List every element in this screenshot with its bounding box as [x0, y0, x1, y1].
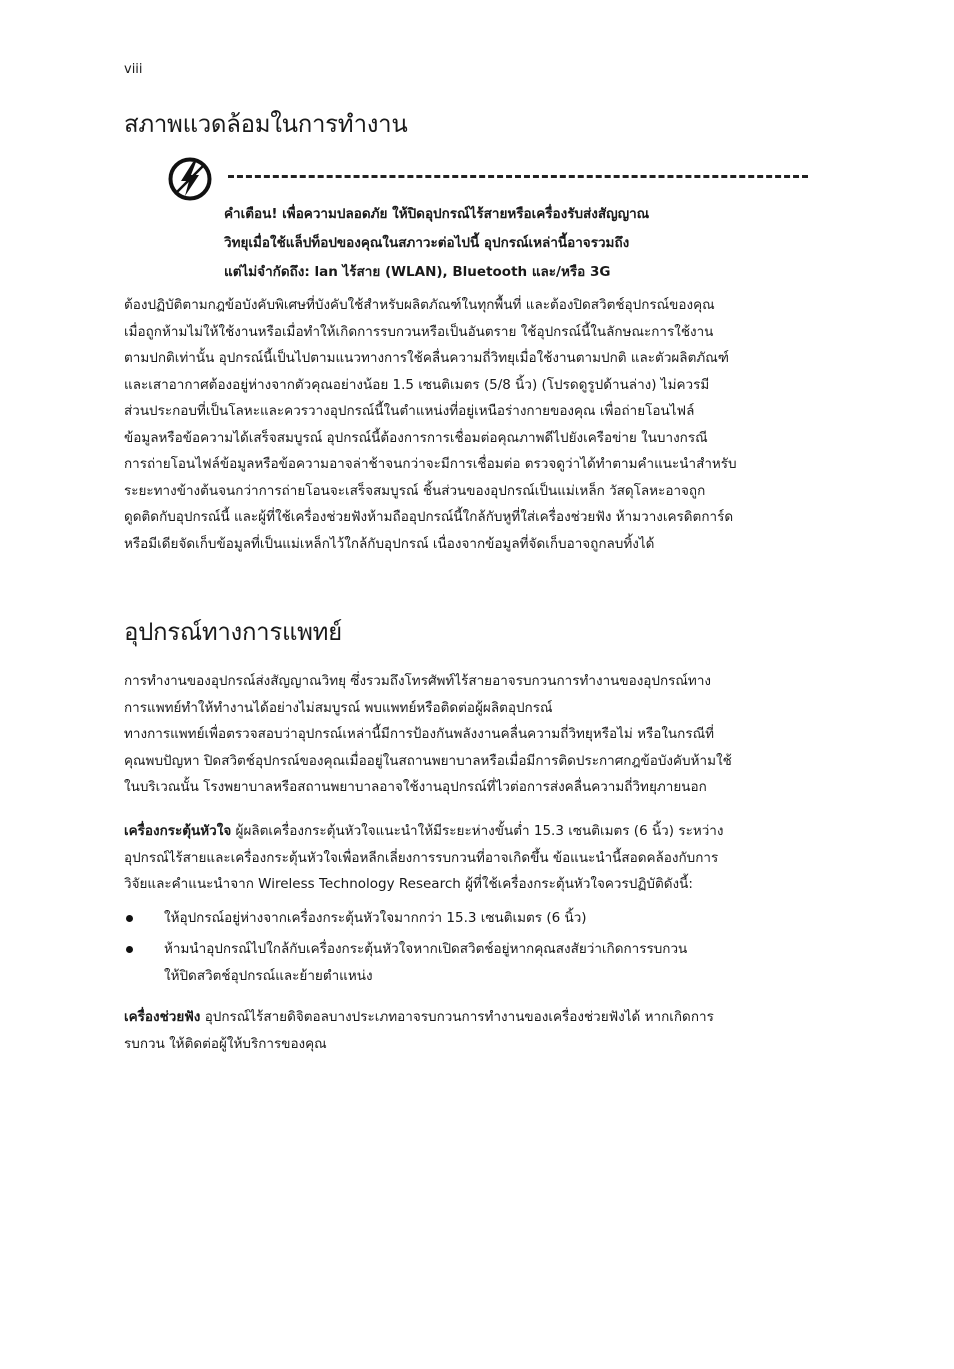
- list-item: [124, 936, 824, 990]
- paragraph-line: [124, 1004, 824, 1031]
- paragraph-line: การทำงานของอุปกรณ์ส่งสัญญาณวิทยุ ซึ่งรวมถึงโทรศัพท์ไร้สายอาจรบกวนการทำงานของอุปกรณ์ทาง: [124, 673, 712, 689]
- pacemaker-lead: เครื่องกระตุ้นหัวใจ: [124, 823, 232, 839]
- paragraph-line: ตามปกติเท่านั้น อุปกรณ์นี้เป็นไปตามแนวทางการใช้คลื่นความถี่วิทยุเมื่อใช้งานตามปกติ และตัวผลิตภัณฑ์: [124, 350, 729, 366]
- paragraph-line: ดูดติดกับอุปกรณ์นี้ และผู้ที่ใช้เครื่องช่วยฟังห้ามถืออุปกรณ์นี้ใกล้กับหูที่ใส่เครื่องช่วยฟัง ห้ามวางเครดิตการ์ด: [124, 509, 734, 525]
- paragraph-line: อุปกรณ์ไร้สายและเครื่องกระตุ้นหัวใจเพื่อหลีกเลี่ยงการรบกวนที่อาจเกิดขึ้น ข้อแนะนำนี้สอดคล้องกับการ: [124, 849, 719, 866]
- warning-lightning-icon: [167, 156, 213, 202]
- pacemaker-first-line: ผู้ผลิตเครื่องกระตุ้นหัวใจแนะนำให้มีระยะห่างขั้นต่ำ 15.3 เซนติเมตร (6 นิ้ว) ระหว่าง: [231, 823, 724, 839]
- paragraph-line: รบกวน ให้ติดต่อผู้ให้บริการของคุณ: [124, 1035, 327, 1052]
- paragraph-line: การถ่ายโอนไฟล์ข้อมูลหรือข้อความอาจล่าช้าจนกว่าจะมีการเชื่อมต่อ ตรวจดูว่าได้ทำตามคำแนะนำสำหรับ: [124, 456, 737, 472]
- paragraph-line: และเสาอากาศต้องอยู่ห่างจากตัวคุณอย่างน้อย 1.5 เซนติเมตร (5/8 นิ้ว) (โปรดดูรูปด้านล่าง) ไม่ควรมี: [124, 376, 710, 393]
- medical-devices-paragraph: [124, 668, 824, 801]
- environment-paragraph: [124, 292, 824, 557]
- paragraph-line: คุณพบปัญหา ปิดสวิตช์อุปกรณ์ของคุณเมื่ออยู่ในสถานพยาบาลหรือเมื่อมีการติดประกาศกฎข้อบังคับห้ามใช้: [124, 752, 732, 769]
- warning-line: คำเตือน! เพื่อความปลอดภัย ให้ปิดอุปกรณ์ไร้สายหรือเครื่องรับส่งสัญญาณ: [224, 206, 650, 222]
- paragraph-line: ระยะทางข้างต้นจนกว่าการถ่ายโอนจะเสร็จสมบูรณ์ ชิ้นส่วนของอุปกรณ์เป็นแม่เหล็ก วัสดุโลหะอาจถูก: [124, 482, 706, 499]
- bullet-icon: [126, 915, 133, 922]
- paragraph-line: การแพทย์ทำให้ทำงานได้อย่างไม่สมบูรณ์ พบแพทย์หรือติดต่อผู้ผลิตอุปกรณ์: [124, 699, 553, 716]
- bullet-icon: [126, 946, 133, 953]
- paragraph-line: ต้องปฏิบัติตามกฎข้อบังคับพิเศษที่บังคับใช้สำหรับผลิตภัณฑ์ในทุกพื้นที่ และต้องปิดสวิตช์อุปกรณ์ของคุณ: [124, 297, 715, 313]
- pacemaker-paragraph: [124, 818, 824, 898]
- warning-divider: [228, 175, 808, 178]
- hearing-aids-paragraph: [124, 1004, 824, 1057]
- section-title-medical-devices: อุปกรณ์ทางการแพทย์: [124, 618, 342, 646]
- paragraph-line: หรือมีเดียจัดเก็บข้อมูลที่เป็นแม่เหล็กไว้ใกล้กับอุปกรณ์ เนื่องจากข้อมูลที่จัดเก็บอาจถูกลบทิ้งได้: [124, 535, 655, 552]
- warning-line: แต่ไม่จำกัดถึง: lan ไร้สาย (WLAN), Bluetooth และ/หรือ 3G: [224, 264, 611, 280]
- list-item: [124, 905, 824, 932]
- paragraph-line: [124, 818, 824, 845]
- warning-text: [224, 200, 824, 287]
- section-title-operating-environment: สภาพแวดล้อมในการทำงาน: [124, 110, 408, 138]
- page-number: viii: [124, 62, 143, 77]
- pacemaker-bullet-list: [124, 905, 824, 990]
- paragraph-line: วิจัยและคำแนะนำจาก Wireless Technology Research ผู้ที่ใช้เครื่องกระตุ้นหัวใจควรปฏิบัติดังนี้:: [124, 876, 693, 892]
- paragraph-line: ในบริเวณนั้น โรงพยาบาลหรือสถานพยาบาลอาจใช้งานอุปกรณ์ที่ไวต่อการส่งคลื่นความถี่วิทยุภายนอก: [124, 779, 707, 795]
- paragraph-line: เมื่อถูกห้ามไม่ให้ใช้งานหรือเมื่อทำให้เกิดการรบกวนหรือเป็นอันตราย ใช้อุปกรณ์นี้ในลักษณะการใช้งาน: [124, 323, 714, 340]
- warning-line: วิทยุเมื่อใช้แล็ปท็อปของคุณในสภาวะต่อไปนี้ อุปกรณ์เหล่านี้อาจรวมถึง: [224, 235, 630, 251]
- bullet-line: ให้ปิดสวิตช์อุปกรณ์และย้ายตำแหน่ง: [164, 968, 373, 984]
- hearing-aids-lead: เครื่องช่วยฟัง: [124, 1009, 201, 1025]
- bullet-line: ห้ามนำอุปกรณ์ไปใกล้กับเครื่องกระตุ้นหัวใจหากเปิดสวิตช์อยู่หากคุณสงสัยว่าเกิดการรบกวน: [164, 941, 688, 957]
- bullet-line: ให้อุปกรณ์อยู่ห่างจากเครื่องกระตุ้นหัวใจมากกว่า 15.3 เซนติเมตร (6 นิ้ว): [164, 910, 587, 926]
- hearing-aids-first-line: อุปกรณ์ไร้สายดิจิตอลบางประเภทอาจรบกวนการทำงานของเครื่องช่วยฟังได้ หากเกิดการ: [200, 1009, 714, 1025]
- paragraph-line: ส่วนประกอบที่เป็นโลหะและควรวางอุปกรณ์นี้ในตำแหน่งที่อยู่เหนือร่างกายของคุณ เพื่อถ่ายโอนไฟล์: [124, 403, 695, 419]
- paragraph-line: ข้อมูลหรือข้อความได้เสร็จสมบูรณ์ อุปกรณ์นี้ต้องการการเชื่อมต่อคุณภาพดีไปยังเครือข่าย ในบางกรณี: [124, 429, 708, 446]
- paragraph-line: ทางการแพทย์เพื่อตรวจสอบว่าอุปกรณ์เหล่านี้มีการป้องกันพลังงานคลื่นความถี่วิทยุหรือไม่ หรือในกรณีที่: [124, 726, 715, 742]
